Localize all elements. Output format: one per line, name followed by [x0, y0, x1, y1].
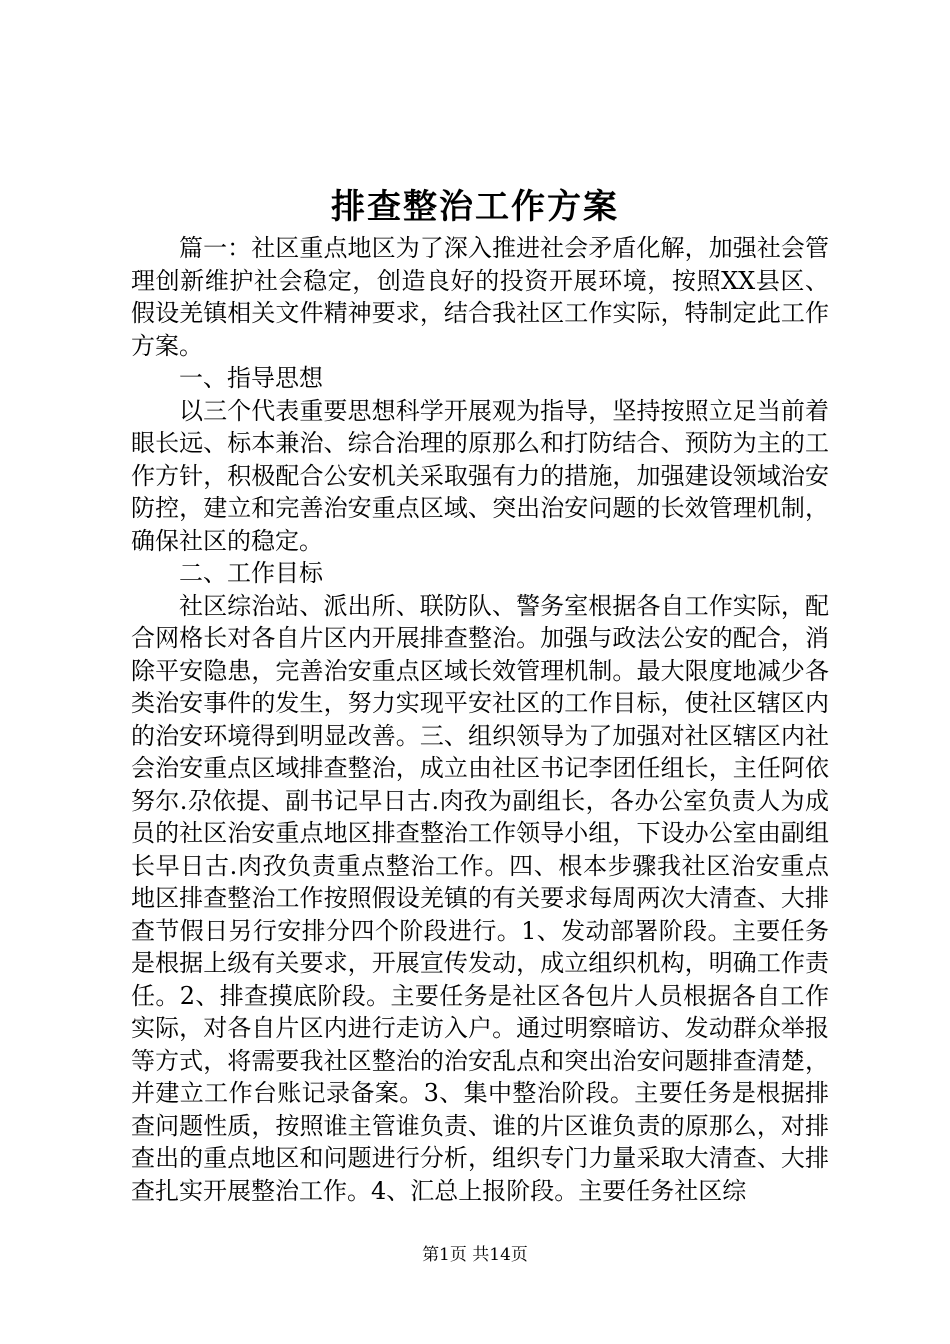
- intro-paragraph: 篇一：社区重点地区为了深入推进社会矛盾化解，加强社会管理创新维护社会稳定，创造良好的投资开展环境，按照XX县区、假设羌镇相关文件精神要求，结合我社区工作实际，特制定此工作方案。: [131, 234, 829, 360]
- work-goals-paragraph: 社区综治站、派出所、联防队、警务室根据各自工作实际，配合网格长对各自片区内开展排查整治。加强与政法公安的配合，消除平安隐患，完善治安重点区域长效管理机制。最大限度地减少各类治安事件的发生，努力实现平安社区的工作目标，使社区辖区内的治安环境得到明显改善。三、组织领导为了加强对社区辖区内社会治安重点区域排查整治，成立由社区书记李团任组长，主任阿依努尔.尕依提、副书记早日古.肉孜为副组长，各办公室负责人为成员的社区治安重点地区排查整治工作领导小组，下设办公室由副组长早日古.肉孜负责重点整治工作。四、根本步骤我社区治安重点地区排查整治工作按照假设羌镇的有关要求每周两次大清查、大排查节假日另行安排分四个阶段进行。1、发动部署阶段。主要任务是根据上级有关要求，开展宣传发动，成立组织机构，明确工作责任。2、排查摸底阶段。主要任务是社区各包片人员根据各自工作实际，对各自片区内进行走访入户。通过明察暗访、发动群众举报等方式，将需要我社区整治的治安乱点和突出治安问题排查清楚，并建立工作台账记录备案。3、集中整治阶段。主要任务是根据排查问题性质，按照谁主管谁负责、谁的片区谁负责的原那么，对排查出的重点地区和问题进行分析，组织专门力量采取大清查、大排查扎实开展整治工作。4、汇总上报阶段。主要任务社区综: [131, 591, 829, 1205]
- document-body: [131, 232, 829, 1207]
- section-heading-guiding-thought: 一、指导思想: [179, 364, 323, 392]
- page-number-footer: 第1页 共14页: [422, 1245, 528, 1265]
- section-heading-work-goals: 二、工作目标: [179, 559, 323, 587]
- document-title: 排查整治工作方案: [331, 187, 619, 227]
- guiding-thought-paragraph: 以三个代表重要思想科学开展观为指导，坚持按照立足当前着眼长远、标本兼治、综合治理的原那么和打防结合、预防为主的工作方针，积极配合公安机关采取强有力的措施，加强建设领域治安防控，建立和完善治安重点区域、突出治安问题的长效管理机制，确保社区的稳定。: [131, 396, 829, 555]
